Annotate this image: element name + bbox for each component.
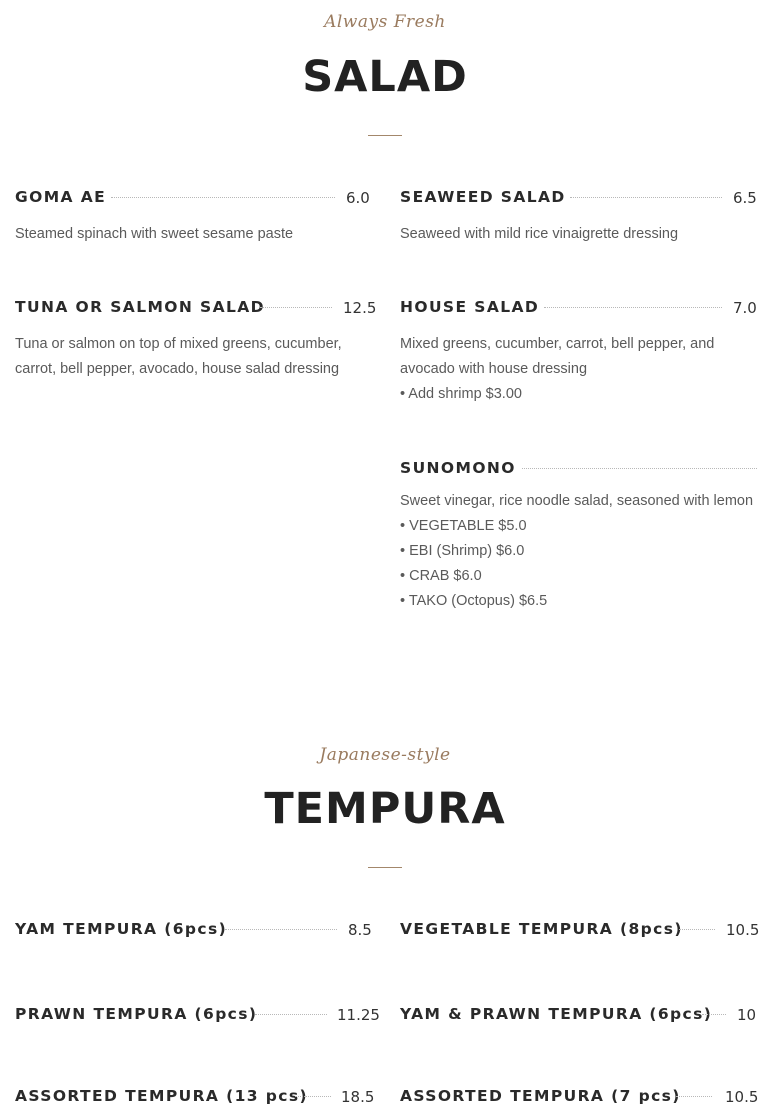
menu-item-yam-and-prawn-tempura xyxy=(400,1003,757,1025)
leader-dots xyxy=(544,307,722,308)
item-price: 10 xyxy=(737,1006,757,1024)
item-name: VEGETABLE TEMPURA (8pcs) xyxy=(400,920,683,938)
item-price: 6.0 xyxy=(346,189,370,207)
leader-dots xyxy=(522,468,757,469)
item-option: • CRAB $6.0 xyxy=(400,568,482,584)
leader-dots xyxy=(702,1014,726,1015)
item-name: YAM TEMPURA (6pcs) xyxy=(15,920,228,938)
menu-item-tuna-or-salmon-salad xyxy=(15,296,377,382)
leader-dots xyxy=(295,1096,331,1097)
item-description: Tuna or salmon on top of mixed greens, cucumber, carrot, bell pepper, avocado, house salad dressing xyxy=(15,336,342,377)
item-name: TUNA OR SALMON SALAD xyxy=(15,298,265,316)
item-addon: • Add shrimp $3.00 xyxy=(400,386,522,402)
item-option: • EBI (Shrimp) $6.0 xyxy=(400,543,525,559)
item-name: GOMA AE xyxy=(15,188,107,206)
item-price: 18.5 xyxy=(341,1088,375,1106)
tempura-title: TEMPURA xyxy=(264,784,506,834)
item-description: Mixed greens, cucumber, carrot, bell pepper, and avocado with house dressing xyxy=(400,336,715,377)
leader-dots xyxy=(255,1014,327,1015)
tempura-tagline: Japanese-style xyxy=(319,745,451,765)
item-name: SEAWEED SALAD xyxy=(400,188,566,206)
item-price: 10.5 xyxy=(726,921,760,939)
item-name: ASSORTED TEMPURA (13 pcs) xyxy=(15,1087,308,1105)
item-price: 6.5 xyxy=(733,189,757,207)
menu-item-prawn-tempura xyxy=(15,1003,380,1025)
menu-item-yam-tempura xyxy=(15,918,372,940)
item-description: Steamed spinach with sweet sesame paste xyxy=(15,226,294,242)
leader-dots xyxy=(676,1096,712,1097)
item-price: 7.0 xyxy=(733,299,757,317)
item-name: ASSORTED TEMPURA (7 pcs) xyxy=(400,1087,681,1105)
item-option: • VEGETABLE $5.0 xyxy=(400,518,527,534)
menu-item-sunomono xyxy=(400,457,757,614)
item-price: 12.5 xyxy=(343,299,377,317)
leader-dots xyxy=(111,197,335,198)
leader-dots xyxy=(570,197,722,198)
leader-dots xyxy=(679,929,715,930)
item-price: 11.25 xyxy=(337,1006,380,1024)
menu-item-house-salad xyxy=(400,296,757,407)
item-price: 10.5 xyxy=(725,1088,759,1106)
item-option: • TAKO (Octopus) $6.5 xyxy=(400,593,548,609)
tempura-divider xyxy=(368,867,402,868)
menu-item-seaweed-salad xyxy=(400,186,757,247)
salad-title: SALAD xyxy=(302,52,468,102)
item-name: SUNOMONO xyxy=(400,459,516,477)
item-price: 8.5 xyxy=(348,921,372,939)
item-name: PRAWN TEMPURA (6pcs) xyxy=(15,1005,258,1023)
menu-item-vegetable-tempura xyxy=(400,918,760,940)
item-description: Sweet vinegar, rice noodle salad, seasoned with lemon xyxy=(400,493,754,509)
salad-tagline: Always Fresh xyxy=(324,12,446,32)
item-name: HOUSE SALAD xyxy=(400,298,540,316)
item-description: Seaweed with mild rice vinaigrette dressing xyxy=(400,226,679,242)
menu-item-goma-ae xyxy=(15,186,372,247)
salad-divider xyxy=(368,135,402,136)
leader-dots xyxy=(260,307,332,308)
menu-item-assorted-tempura-13 xyxy=(15,1085,375,1107)
leader-dots xyxy=(225,929,337,930)
item-name: YAM & PRAWN TEMPURA (6pcs) xyxy=(400,1005,713,1023)
menu-item-assorted-tempura-7 xyxy=(400,1085,757,1107)
